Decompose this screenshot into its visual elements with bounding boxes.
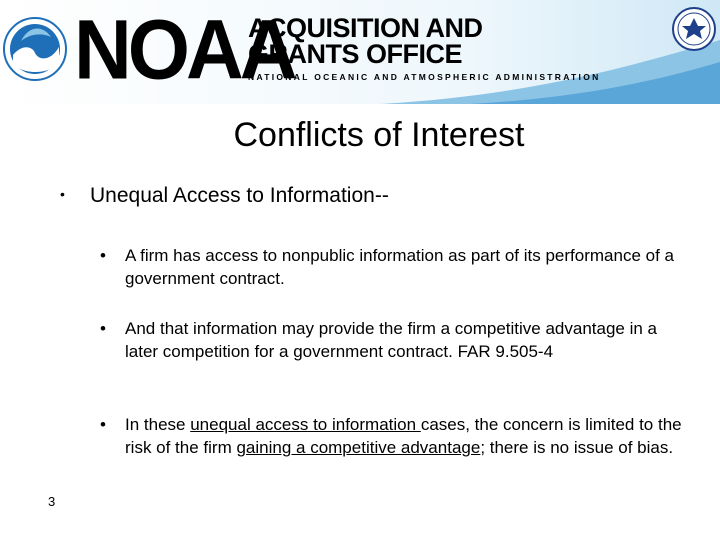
office-title-line2: GRANTS OFFICE [248,39,462,69]
header-banner [0,0,720,104]
sub-bullet-text: And that information may provide the firm a competitive advantage in a later competition for a government contract. FAR 9.505-4 [125,319,658,361]
page-number: 3 [48,494,56,509]
sub-bullet-dot: • [100,246,106,265]
text-segment: cases, the concern is limited to the risk of the firm [125,415,682,457]
underlined-phrase-unequal-access: unequal access to information [190,415,421,434]
main-bullet-dot: • [60,186,65,202]
sub-bullet-dot: • [100,319,106,338]
commerce-seal-icon [671,6,717,52]
noaa-wordmark: NOAA [74,2,294,97]
text-segment: ; there is no issue of bias. [480,438,674,457]
sub-bullet-dot: • [100,415,106,434]
text-segment: In these [125,415,191,434]
main-bullet-text: Unequal Access to Information-- [90,184,389,207]
slide-title: Conflicts of Interest [233,116,525,154]
sub-bullet-text: A firm has access to nonpublic information as part of its performance of a government contract. [125,246,674,288]
underlined-phrase-competitive-advantage: gaining a competitive advantage [236,438,481,457]
noaa-logo-icon [3,3,67,95]
office-subtitle: NATIONAL OCEANIC AND ATMOSPHERIC ADMINISTRATION [248,72,601,82]
office-title-line1: ACQUISITION AND [248,13,483,43]
sub-bullet-text [125,413,685,459]
